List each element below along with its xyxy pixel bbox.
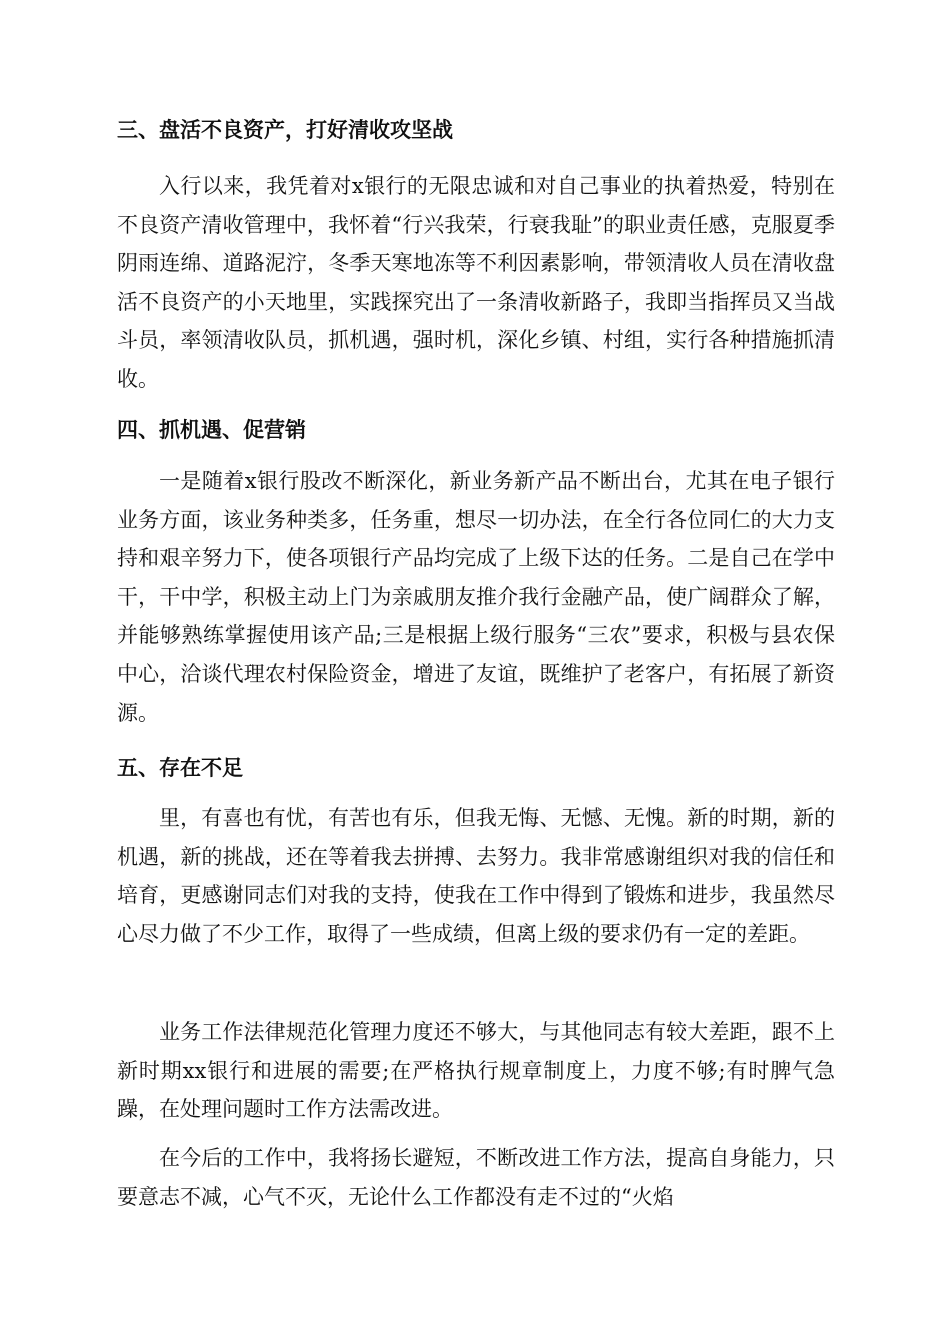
section-5-paragraph-2: 业务工作法律规范化管理力度还不够大，与其他同志有较大差距，跟不上新时期xx银行和进展的需要;在严格执行规章制度上，力度不够;有时脾气急躁，在处理问题时工作方法需改进。 [117, 1020, 835, 1122]
section-heading-5: 五、存在不足 [117, 755, 243, 780]
section-heading-3: 三、盘活不良资产，打好清收攻坚战 [117, 117, 453, 142]
section-5-paragraph-1: 里，有喜也有忧，有苦也有乐，但我无悔、无憾、无愧。新的时期，新的机遇，新的挑战，还在等着我去拼搏、去努力。我非常感谢组织对我的信任和培育，更感谢同志们对我的支持，使我在工作中得到了锻炼和进步，我虽然尽心尽力做了不少工作，取得了一些成绩，但离上级的要求仍有一定的差距。 [117, 806, 835, 946]
section-5-paragraph-3: 在今后的工作中，我将扬长避短，不断改进工作方法，提高自身能力，只要意志不减，心气不灭，无论什么工作都没有走不过的“火焰 [117, 1146, 835, 1209]
section-3-paragraph-1: 入行以来，我凭着对x银行的无限忠诚和对自己事业的执着热爱，特别在不良资产清收管理中，我怀着“行兴我荣，行衰我耻”的职业责任感，克服夏季阴雨连绵、道路泥泞，冬季天寒地冻等不利因素影响，带领清收人员在清收盘活不良资产的小天地里，实践探究出了一条清收新路子，我即当指挥员又当战斗员，率领清收队员，抓机遇，强时机，深化乡镇、村组，实行各种措施抓清收。 [117, 174, 835, 391]
section-heading-4: 四、抓机遇、促营销 [117, 417, 306, 442]
section-4-paragraph-1: 一是随着x银行股改不断深化，新业务新产品不断出台，尤其在电子银行业务方面，该业务种类多，任务重，想尽一切办法，在全行各位同仁的大力支持和艰辛努力下，使各项银行产品均完成了上级下达的任务。二是自己在学中干，干中学，积极主动上门为亲戚朋友推介我行金融产品，使广阔群众了解，并能够熟练掌握使用该产品;三是根据上级行服务“三农”要求，积极与县农保中心，洽谈代理农村保险资金，增进了友谊，既维护了老客户，有拓展了新资源。 [117, 469, 835, 725]
